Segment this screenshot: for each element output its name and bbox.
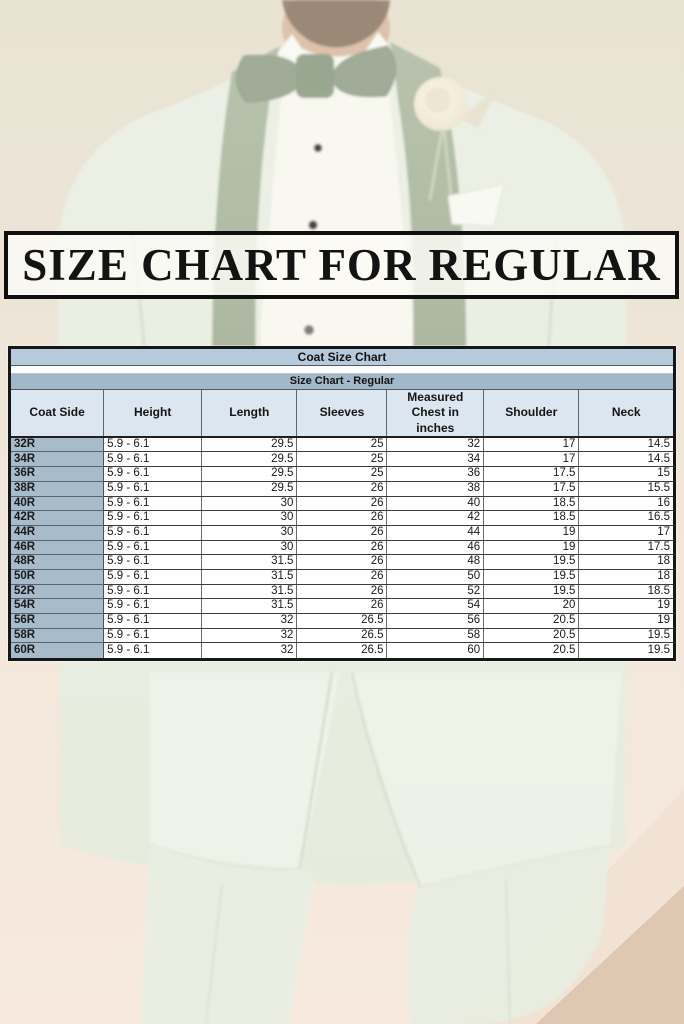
- cell-value: 16: [579, 496, 673, 511]
- cell-value: 19: [484, 540, 579, 555]
- cell-value: 26: [297, 511, 387, 526]
- cell-value: 29.5: [202, 467, 297, 482]
- shirt-stud: [304, 325, 314, 335]
- table-row: [11, 569, 673, 584]
- cell-value: 31.5: [202, 584, 297, 599]
- cell-value: 52: [387, 584, 484, 599]
- table-row: [11, 628, 673, 643]
- shirt-stud: [308, 220, 317, 229]
- cell-value: 26.5: [297, 643, 387, 658]
- cell-value: 5.9 - 6.1: [104, 584, 202, 599]
- cell-coat-side: 48R: [11, 555, 104, 570]
- cell-value: 29.5: [202, 437, 297, 452]
- cell-value: 26: [297, 481, 387, 496]
- col-header-neck: Neck: [579, 389, 673, 437]
- cell-coat-side: 56R: [11, 614, 104, 629]
- cell-value: 26: [297, 569, 387, 584]
- cell-value: 26: [297, 599, 387, 614]
- cell-value: 26: [297, 540, 387, 555]
- cell-value: 31.5: [202, 555, 297, 570]
- cell-value: 25: [297, 437, 387, 452]
- cell-value: 17.5: [484, 467, 579, 482]
- cell-value: 30: [202, 525, 297, 540]
- cell-value: 26: [297, 584, 387, 599]
- cell-value: 5.9 - 6.1: [104, 511, 202, 526]
- cell-coat-side: 36R: [11, 467, 104, 482]
- cell-value: 26: [297, 496, 387, 511]
- cell-value: 30: [202, 540, 297, 555]
- cell-coat-side: 46R: [11, 540, 104, 555]
- cell-value: 18.5: [484, 511, 579, 526]
- cell-coat-side: 32R: [11, 437, 104, 452]
- cell-value: 32: [202, 643, 297, 658]
- cell-value: 5.9 - 6.1: [104, 452, 202, 467]
- cell-value: 19.5: [484, 584, 579, 599]
- cell-value: 19.5: [579, 643, 673, 658]
- cell-coat-side: 50R: [11, 569, 104, 584]
- cell-coat-side: 58R: [11, 628, 104, 643]
- cell-value: 5.9 - 6.1: [104, 467, 202, 482]
- bow-tie-knot: [296, 54, 334, 98]
- cell-coat-side: 52R: [11, 584, 104, 599]
- col-header-height: Height: [104, 389, 202, 437]
- cell-value: 54: [387, 599, 484, 614]
- table-subtitle: Size Chart - Regular: [11, 373, 673, 389]
- cell-value: 18: [579, 569, 673, 584]
- table-row: [11, 496, 673, 511]
- cell-value: 19: [579, 599, 673, 614]
- cell-coat-side: 44R: [11, 525, 104, 540]
- cell-value: 29.5: [202, 452, 297, 467]
- cell-value: 26: [297, 525, 387, 540]
- col-header-length: Length: [202, 389, 297, 437]
- cell-value: 14.5: [579, 452, 673, 467]
- cell-value: 32: [202, 628, 297, 643]
- cell-value: 20: [484, 599, 579, 614]
- table-row: [11, 511, 673, 526]
- cell-value: 5.9 - 6.1: [104, 614, 202, 629]
- cell-value: 42: [387, 511, 484, 526]
- cell-value: 26.5: [297, 628, 387, 643]
- table-row: [11, 452, 673, 467]
- cell-value: 32: [387, 437, 484, 452]
- cell-value: 25: [297, 452, 387, 467]
- cell-value: 44: [387, 525, 484, 540]
- cell-value: 5.9 - 6.1: [104, 496, 202, 511]
- cell-value: 5.9 - 6.1: [104, 540, 202, 555]
- table-row: [11, 540, 673, 555]
- cell-value: 18.5: [484, 496, 579, 511]
- cell-value: 20.5: [484, 643, 579, 658]
- cell-value: 5.9 - 6.1: [104, 555, 202, 570]
- table-row: [11, 481, 673, 496]
- cell-value: 58: [387, 628, 484, 643]
- table-row: [11, 599, 673, 614]
- cell-value: 48: [387, 555, 484, 570]
- cell-value: 60: [387, 643, 484, 658]
- cell-coat-side: 60R: [11, 643, 104, 658]
- col-header-sleeves: Sleeves: [297, 389, 387, 437]
- cell-value: 56: [387, 614, 484, 629]
- cell-value: 26: [297, 555, 387, 570]
- cell-value: 30: [202, 496, 297, 511]
- cell-value: 19.5: [579, 628, 673, 643]
- cell-value: 14.5: [579, 437, 673, 452]
- cell-value: 32: [202, 614, 297, 629]
- col-header-coat-side: Coat Side: [11, 389, 104, 437]
- cell-value: 5.9 - 6.1: [104, 569, 202, 584]
- banner-title: SIZE CHART FOR REGULAR: [22, 239, 661, 290]
- cell-value: 18: [579, 555, 673, 570]
- cell-value: 38: [387, 481, 484, 496]
- cell-value: 17: [484, 452, 579, 467]
- cell-value: 18.5: [579, 584, 673, 599]
- cell-value: 40: [387, 496, 484, 511]
- cell-coat-side: 54R: [11, 599, 104, 614]
- cell-value: 20.5: [484, 614, 579, 629]
- table-row: [11, 614, 673, 629]
- cell-value: 30: [202, 511, 297, 526]
- cell-value: 50: [387, 569, 484, 584]
- table-title: Coat Size Chart: [11, 349, 673, 365]
- cell-value: 31.5: [202, 569, 297, 584]
- table-row: [11, 467, 673, 482]
- cell-value: 25: [297, 467, 387, 482]
- cell-value: 17: [484, 437, 579, 452]
- size-table-body: [11, 437, 673, 657]
- cell-value: 5.9 - 6.1: [104, 525, 202, 540]
- cell-value: 36: [387, 467, 484, 482]
- table-row: [11, 525, 673, 540]
- cell-value: 5.9 - 6.1: [104, 481, 202, 496]
- shirt-stud: [314, 144, 322, 152]
- table-row: [11, 555, 673, 570]
- cell-value: 31.5: [202, 599, 297, 614]
- cell-value: 19: [579, 614, 673, 629]
- cell-value: 17.5: [484, 481, 579, 496]
- title-banner: [4, 231, 679, 299]
- col-header-measured-chest: Measured Chest in inches: [387, 389, 484, 437]
- cell-value: 46: [387, 540, 484, 555]
- column-header-row: [11, 389, 673, 437]
- cell-value: 34: [387, 452, 484, 467]
- cell-value: 26.5: [297, 614, 387, 629]
- table-row: [11, 643, 673, 658]
- cell-value: 17: [579, 525, 673, 540]
- cell-value: 19: [484, 525, 579, 540]
- cell-coat-side: 34R: [11, 452, 104, 467]
- table-row: [11, 584, 673, 599]
- cell-value: 19.5: [484, 555, 579, 570]
- cell-value: 15.5: [579, 481, 673, 496]
- cell-value: 15: [579, 467, 673, 482]
- cell-coat-side: 42R: [11, 511, 104, 526]
- bow-tie: [236, 46, 395, 102]
- table-row: [11, 437, 673, 452]
- cell-value: 16.5: [579, 511, 673, 526]
- cell-value: 5.9 - 6.1: [104, 643, 202, 658]
- cell-value: 17.5: [579, 540, 673, 555]
- cell-value: 5.9 - 6.1: [104, 628, 202, 643]
- cell-value: 19.5: [484, 569, 579, 584]
- table-spacer-row: [11, 365, 673, 373]
- trouser-leg-left: [140, 845, 316, 1024]
- coat-size-table: [11, 349, 673, 658]
- cell-value: 20.5: [484, 628, 579, 643]
- col-header-shoulder: Shoulder: [484, 389, 579, 437]
- cell-value: 5.9 - 6.1: [104, 437, 202, 452]
- cell-value: 5.9 - 6.1: [104, 599, 202, 614]
- size-chart-table: [8, 346, 676, 661]
- cell-value: 29.5: [202, 481, 297, 496]
- cell-coat-side: 40R: [11, 496, 104, 511]
- cell-coat-side: 38R: [11, 481, 104, 496]
